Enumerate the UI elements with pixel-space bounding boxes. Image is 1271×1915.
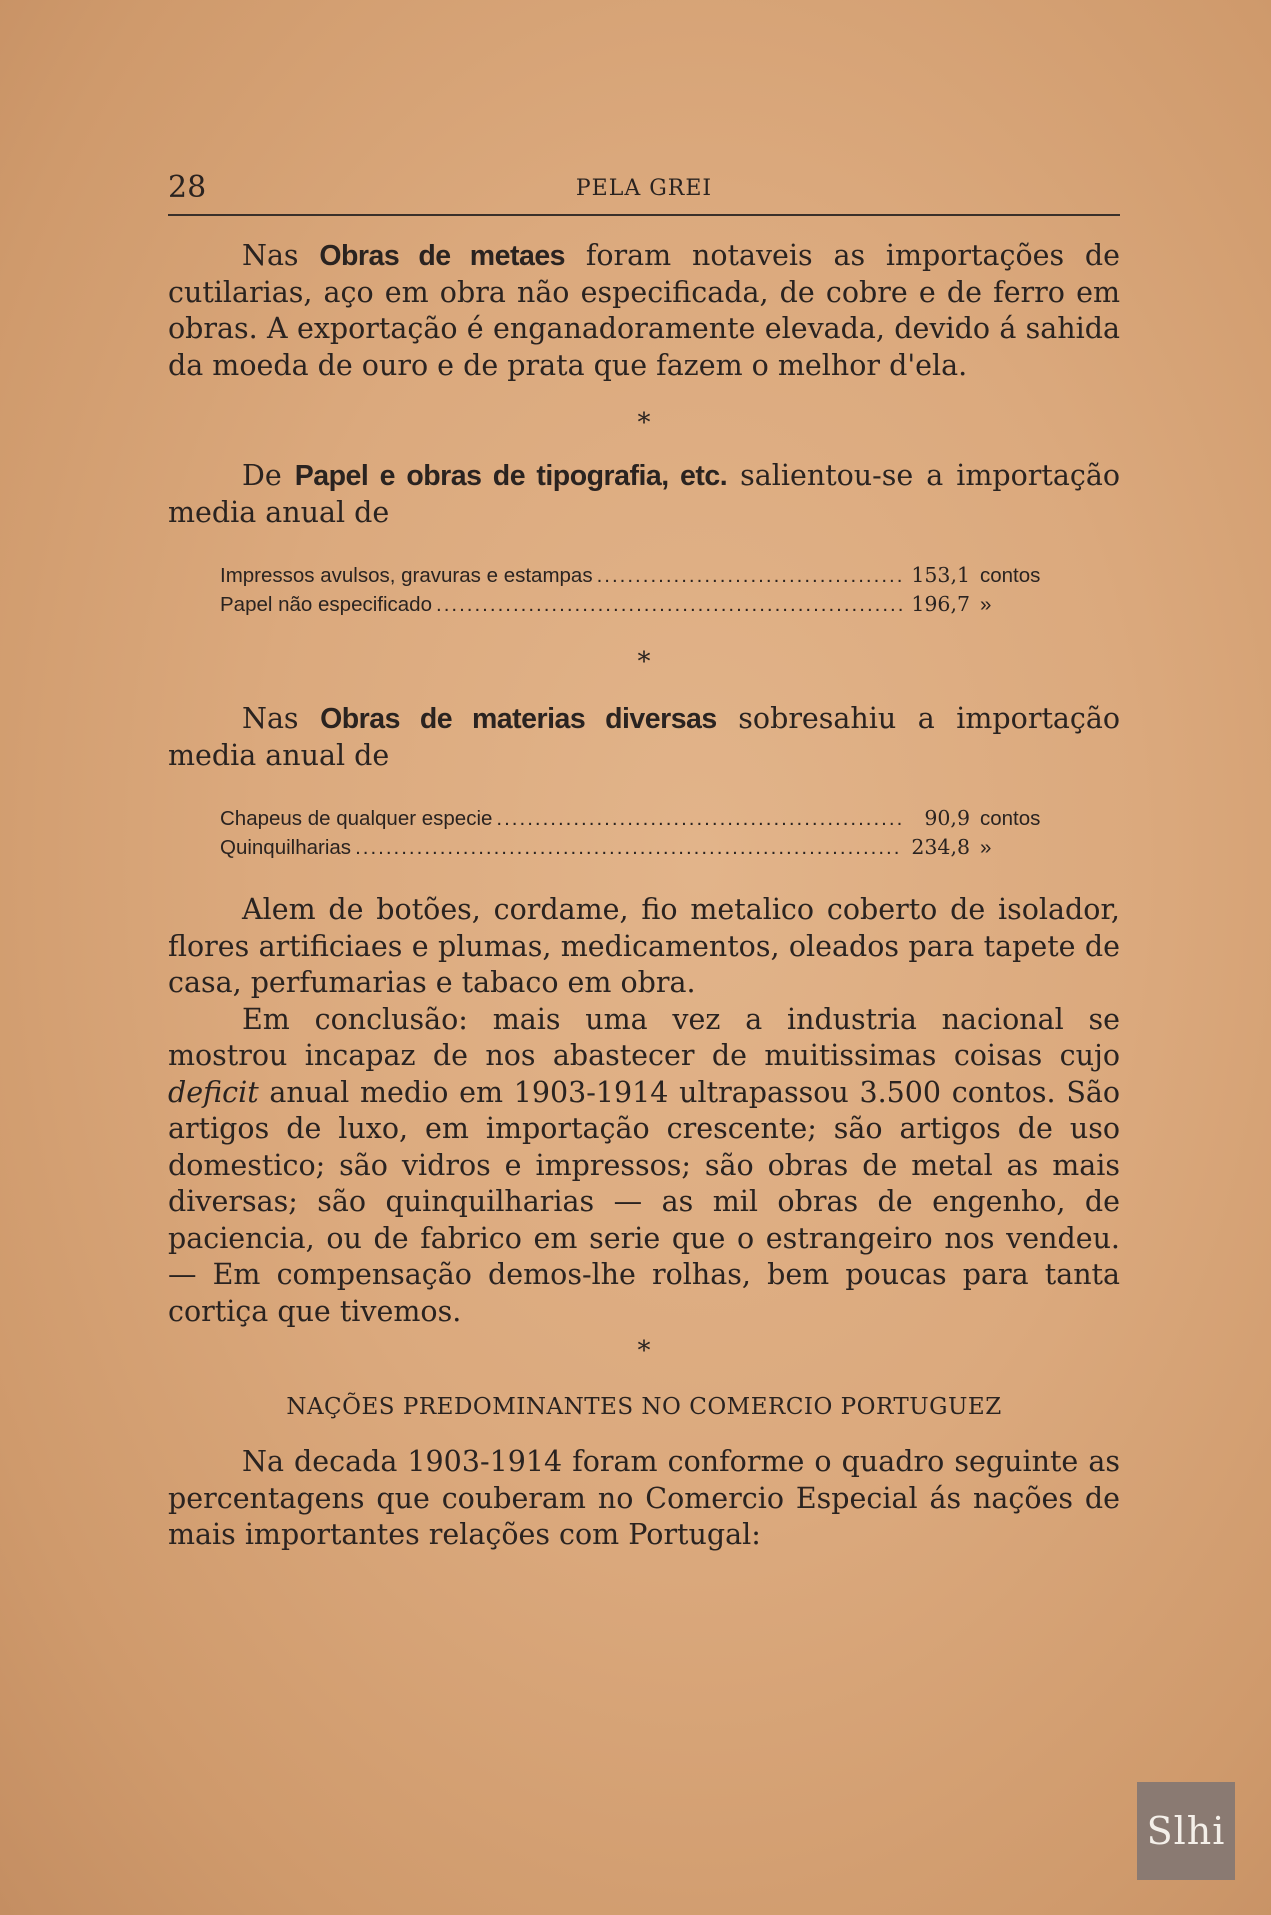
separator-star: * [637, 408, 651, 438]
table-row: Papel não especificado ..... 196,7 » [220, 590, 1080, 619]
section-title: NAÇÕES PREDOMINANTES NO COMERCIO PORTUGUEZ [286, 1394, 1002, 1420]
table-row: Impressos avulsos, gravuras e estampas ..... 153,1 contos [220, 561, 1080, 590]
paragraph-alem: Alem de botões, cordame, fio metalico coberto de isolador, flores artificiaes e plumas, medicamentos, oleados para tapete de casa, perfumarias e tabaco em obra. [168, 893, 1120, 999]
separator-star: * [637, 1336, 651, 1366]
document-page [168, 170, 1120, 1554]
page-number: 28 [168, 170, 207, 205]
library-stamp: Slhi [1137, 1782, 1235, 1880]
paragraph-obras-metaes: Nas Obras de metaes foram notaveis as importações de cutilarias, aço em obra não especificada, de cobre e de ferro em obras. A exportação é enganadoramente elevada, devido á sahida da moeda de ouro e de prata que fazem o melhor d'ela. [168, 239, 1120, 382]
paragraph-decada: Na decada 1903-1914 foram conforme o quadro seguinte as percentagens que couberam no Comercio Especial ás nações de mais importantes relações com Portugal: [168, 1445, 1120, 1551]
italic-term: deficit [168, 1075, 259, 1109]
paragraph-papel: De Papel e obras de tipografia, etc. salientou-se a importação media anual de [168, 459, 1120, 529]
import-table-papel [220, 561, 1080, 619]
running-head: PELA GREI [575, 176, 713, 201]
table-row: Chapeus de qualquer especie ..... 90,9 contos [220, 804, 1080, 833]
separator-star: * [637, 647, 651, 677]
bold-term: Obras de materias diversas [320, 703, 717, 735]
bold-term: Papel e obras de tipografia, etc. [294, 460, 728, 492]
paragraph-conclusao: Em conclusão: mais uma vez a industria nacional se mostrou incapaz de nos abastecer de muitissimas coisas cujo deficit anual medio em 1903-1914 ultrapassou 3.500 contos. São artigos de luxo, em importação crescente; são artigos de uso domestico; são vidros e impressos; são obras de metal as mais diversas; são quinquilharias — as mil obras de engenho, de paciencia, ou de fabrico em serie que o estrangeiro nos vendeu. — Em compensação demos-lhe rolhas, bem poucas para tanta cortiça que tivemos. [168, 1002, 1120, 1328]
paragraph-materias-diversas: Nas Obras de materias diversas sobresahiu a importação media anual de [168, 702, 1120, 772]
table-row: Quinquilharias ..... 234,8 » [220, 833, 1080, 862]
bold-term: Obras de metaes [319, 240, 566, 272]
import-table-materias [220, 804, 1080, 862]
page-header [168, 170, 1120, 216]
